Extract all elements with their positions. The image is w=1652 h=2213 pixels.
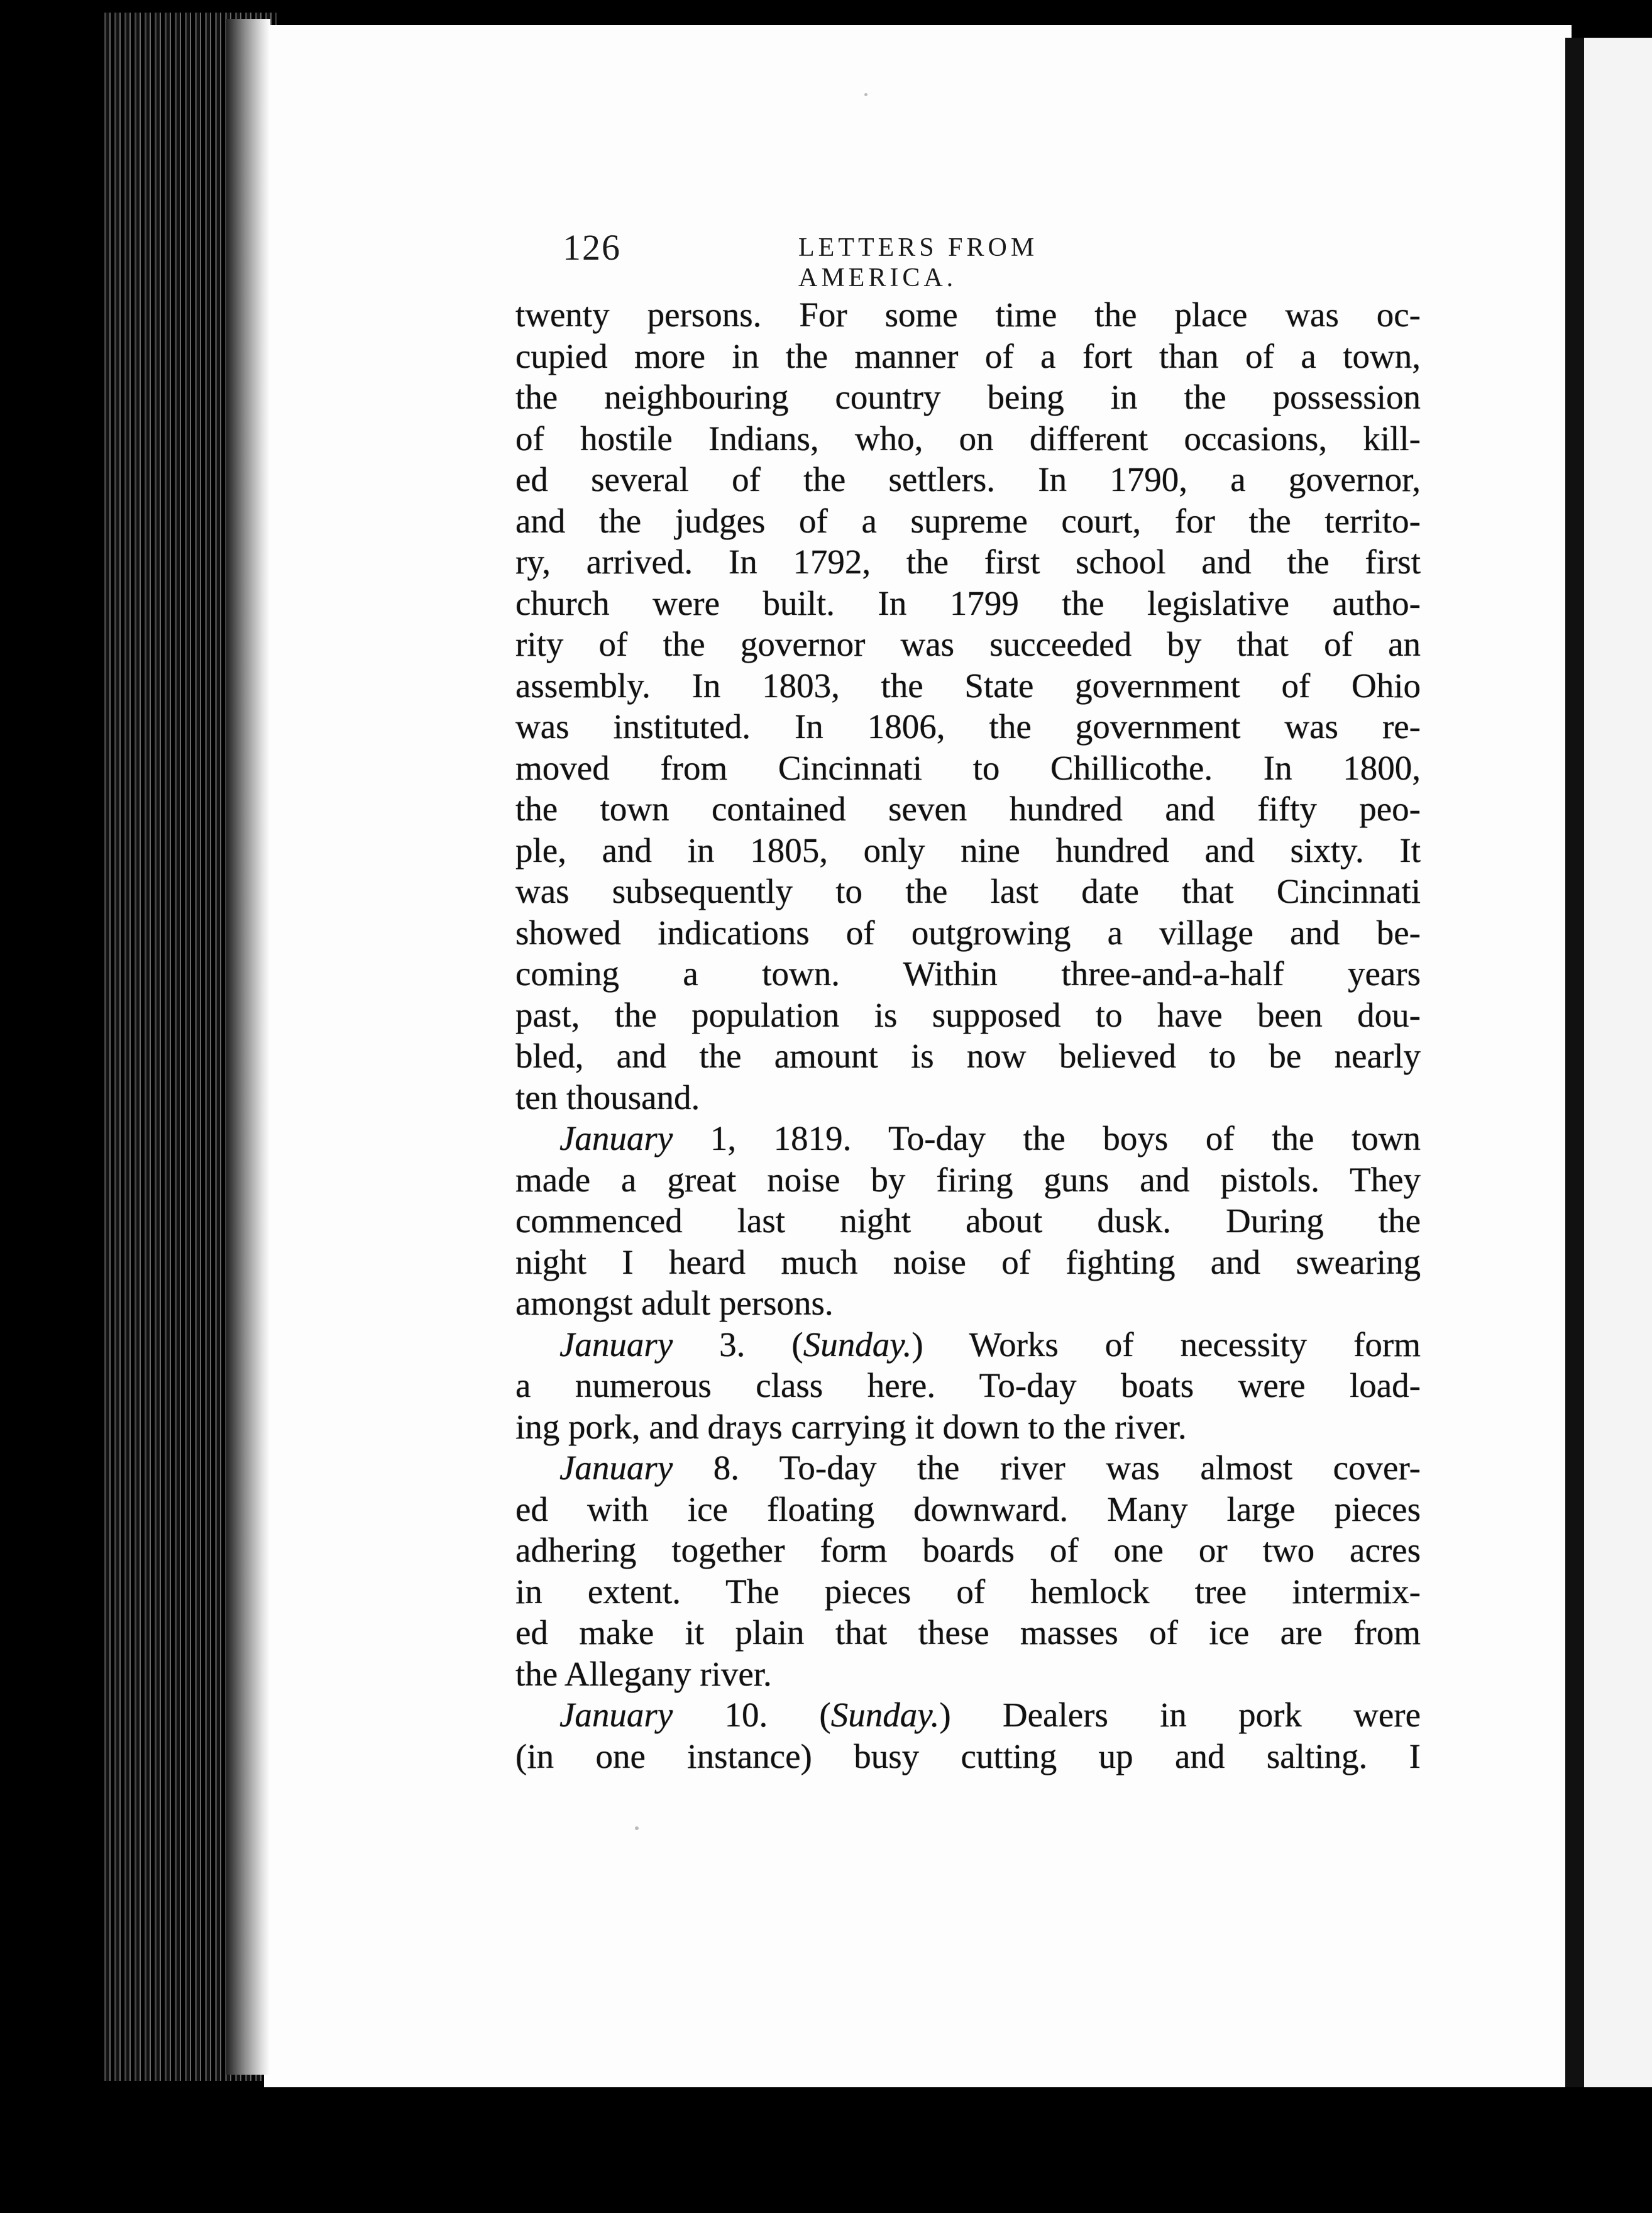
running-title: LETTERS FROM AMERICA.	[798, 233, 1038, 292]
text-line: ry, arrived. In 1792, the first school and the first	[515, 543, 1421, 581]
facing-page-edge	[1565, 38, 1652, 2087]
text-line: ed make it plain that these masses of ice are from	[515, 1613, 1421, 1652]
diary-entry-line: January 1, 1819. To-day the boys of the town	[559, 1119, 1421, 1157]
text-line: the Allegany river.	[515, 1654, 772, 1693]
text-line: a numerous class here. To-day boats were load-	[515, 1366, 1421, 1405]
text-line: ple, and in 1805, only nine hundred and sixty. It	[515, 831, 1421, 869]
text-line: church were built. In 1799 the legislative autho-	[515, 583, 1421, 622]
diary-entry-line: January 10. (Sunday.) Dealers in pork were	[559, 1696, 1421, 1734]
text-line: made a great noise by firing guns and pistols. They	[515, 1160, 1421, 1199]
entry-date: January	[559, 1696, 673, 1734]
text-line: cupied more in the manner of a fort than of a town,	[515, 336, 1421, 375]
entry-date: January	[559, 1119, 673, 1157]
text-line: past, the population is supposed to have been dou-	[515, 995, 1421, 1034]
entry-date: January	[559, 1449, 673, 1487]
text-line: in extent. The pieces of hemlock tree intermix-	[515, 1572, 1421, 1611]
text-line: night I heard much noise of fighting and swearing	[515, 1242, 1421, 1281]
text-line: and the judges of a supreme court, for the territo-	[515, 501, 1421, 540]
text-line: assembly. In 1803, the State government of Ohio	[515, 666, 1421, 705]
running-header	[563, 226, 1204, 292]
text-line: coming a town. Within three-and-a-half years	[515, 954, 1421, 993]
scan-speck	[635, 1826, 639, 1830]
text-line: (in one instance) busy cutting up and salting. I	[515, 1736, 1421, 1775]
page-number: 126	[563, 227, 621, 268]
text-line: was instituted. In 1806, the government was re-	[515, 707, 1421, 746]
text-line: ten thousand.	[515, 1078, 700, 1117]
text-line: ed several of the settlers. In 1790, a governor,	[515, 460, 1421, 499]
text-line: moved from Cincinnati to Chillicothe. In 1800,	[515, 748, 1421, 787]
text-line: rity of the governor was succeeded by that of an	[515, 625, 1421, 663]
entry-date: January	[559, 1325, 673, 1364]
text-line: commenced last night about dusk. During the	[515, 1201, 1421, 1240]
text-line: bled, and the amount is now believed to be nearly	[515, 1037, 1421, 1075]
text-line: ed with ice floating downward. Many large pieces	[515, 1489, 1421, 1528]
entry-day: Sunday.	[830, 1696, 940, 1734]
text-line: showed indications of outgrowing a village and be-	[515, 913, 1421, 952]
entry-day: Sunday.	[803, 1325, 912, 1364]
text-line: amongst adult persons.	[515, 1284, 834, 1322]
text-line: the town contained seven hundred and fifty peo-	[515, 790, 1421, 828]
text-line: adhering together form boards of one or two acres	[515, 1531, 1421, 1569]
text-line: ing pork, and drays carrying it down to the river.	[515, 1407, 1187, 1446]
diary-entry-line: January 8. To-day the river was almost cover-	[559, 1449, 1421, 1487]
scan-speck	[864, 93, 867, 96]
text-line: twenty persons. For some time the place was oc-	[515, 295, 1421, 334]
text-line: was subsequently to the last date that Cincinnati	[515, 872, 1421, 910]
text-line: of hostile Indians, who, on different occasions, kill-	[515, 419, 1421, 458]
body-text	[515, 294, 1421, 1777]
diary-entry-line: January 3. (Sunday.) Works of necessity form	[559, 1325, 1421, 1364]
gutter-shadow	[226, 19, 270, 2075]
text-line: the neighbouring country being in the possession	[515, 378, 1421, 416]
